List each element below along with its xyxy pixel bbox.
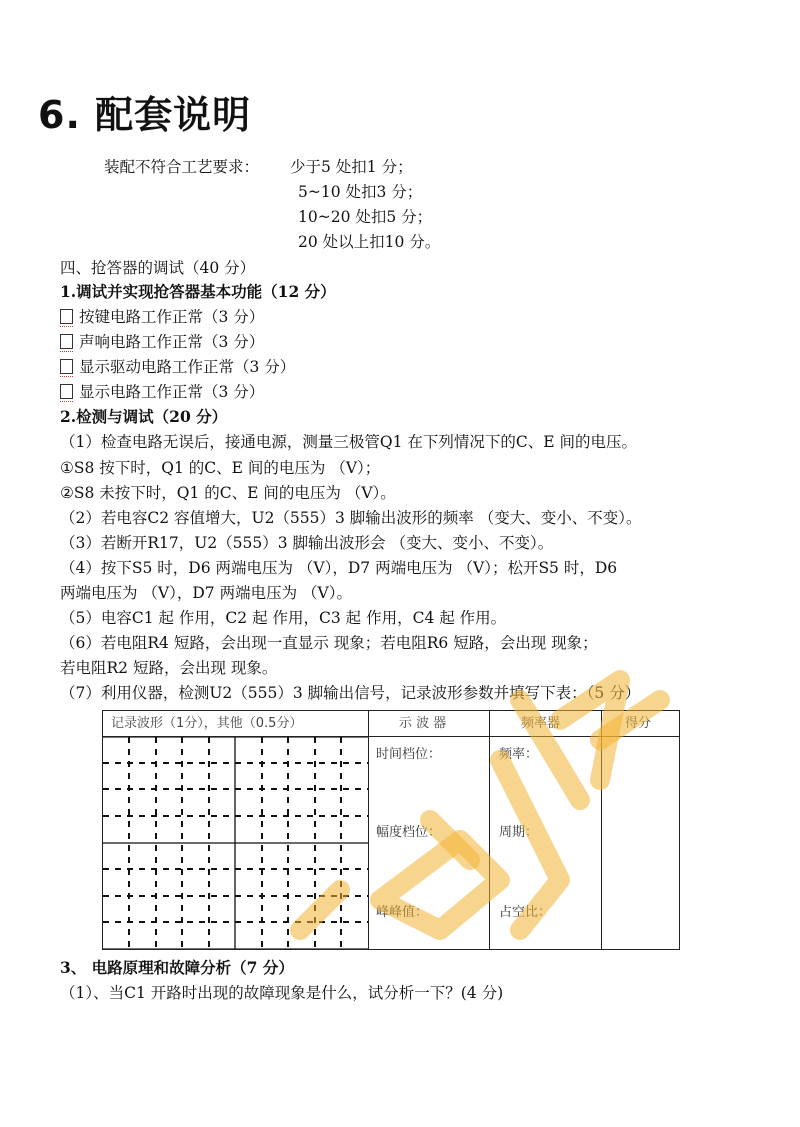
check-label: 显示驱动电路工作正常（3 分） bbox=[79, 358, 296, 376]
assembly-rule: 10~20 处扣5 分； bbox=[298, 208, 433, 226]
header-frequency-meter: 频率器 bbox=[521, 716, 561, 731]
label-amplitude-division: 幅度档位： bbox=[376, 825, 442, 840]
question-line: （2）若电容C2 容值增大，U2（555）3 脚输出波形的频率 （变大、变小、不变）。 bbox=[60, 509, 642, 527]
section3-question-1: （1）、当C1 开路时出现的故障现象是什么，试分析一下？(4 分) bbox=[60, 984, 504, 1002]
question-line: （5）电容C1 起 作用，C2 起 作用，C3 起 作用，C4 起 作用。 bbox=[60, 609, 507, 627]
question-line: 两端电压为 （V），D7 两端电压为 （V）。 bbox=[60, 584, 352, 602]
assembly-lead: 装配不符合工艺要求： bbox=[104, 158, 260, 176]
check-label: 显示电路工作正常（3 分） bbox=[79, 383, 265, 401]
check-label: 声响电路工作正常（3 分） bbox=[79, 333, 265, 351]
question-line: （1）检查电路无误后，接通电源，测量三极管Q1 在下列情况下的C、E 间的电压。 bbox=[60, 433, 637, 451]
label-duty-cycle: 占空比： bbox=[499, 905, 552, 920]
check-item bbox=[60, 356, 295, 378]
check-label: 按键电路工作正常（3 分） bbox=[79, 308, 265, 326]
question-line: ①S8 按下时，Q1 的C、E 间的电压为 （V）； bbox=[60, 459, 381, 477]
waveform-grid bbox=[103, 737, 368, 949]
checkbox-icon bbox=[60, 384, 73, 399]
label-period: 周期： bbox=[499, 825, 539, 840]
waveform-record-table bbox=[102, 710, 680, 950]
section3-heading: 3、 电路原理和故障分析（7 分） bbox=[60, 958, 294, 977]
assembly-rule: 20 处以上扣10 分。 bbox=[298, 233, 441, 251]
question-line: （6）若电阻R4 短路，会出现一直显示 现象；若电阻R6 短路，会出现 现象； bbox=[60, 634, 598, 652]
item2-heading: 2.检测与调试（20 分） bbox=[60, 407, 228, 426]
question-line: （7）利用仪器，检测U2（555）3 脚输出信号，记录波形参数并填写下表：（5 分） bbox=[60, 684, 641, 702]
header-waveform: 记录波形（1分），其他（0.5分） bbox=[111, 716, 303, 731]
label-time-division: 时间档位： bbox=[376, 747, 442, 762]
label-peak-to-peak: 峰峰值： bbox=[376, 905, 429, 920]
question-line: （4）按下S5 时，D6 两端电压为 （V），D7 两端电压为 （V）；松开S5 时，D6 bbox=[60, 559, 618, 577]
assembly-rule: 5~10 处扣3 分； bbox=[298, 183, 423, 201]
question-line: ②S8 未按下时，Q1 的C、E 间的电压为 （V）。 bbox=[60, 484, 396, 502]
checkbox-icon bbox=[60, 359, 73, 374]
header-score: 得分 bbox=[625, 716, 652, 731]
checkbox-icon bbox=[60, 334, 73, 349]
question-line: （3）若断开R17，U2（555）3 脚输出波形会 （变大、变小、不变）。 bbox=[60, 534, 554, 552]
section4-heading: 四、抢答器的调试（40 分） bbox=[60, 259, 256, 277]
check-item bbox=[60, 381, 264, 403]
check-item bbox=[60, 331, 264, 353]
assembly-rule: 少于5 处扣1 分； bbox=[290, 158, 413, 176]
header-oscilloscope: 示 波 器 bbox=[399, 716, 447, 731]
checkbox-icon bbox=[60, 309, 73, 324]
question-line: 若电阻R2 短路，会出现 现象。 bbox=[60, 659, 278, 677]
check-item bbox=[60, 306, 264, 328]
item1-heading: 1.调试并实现抢答器基本功能（12 分） bbox=[60, 282, 336, 301]
page-title: 6. 配套说明 bbox=[38, 93, 252, 137]
label-frequency: 频率： bbox=[499, 747, 539, 762]
